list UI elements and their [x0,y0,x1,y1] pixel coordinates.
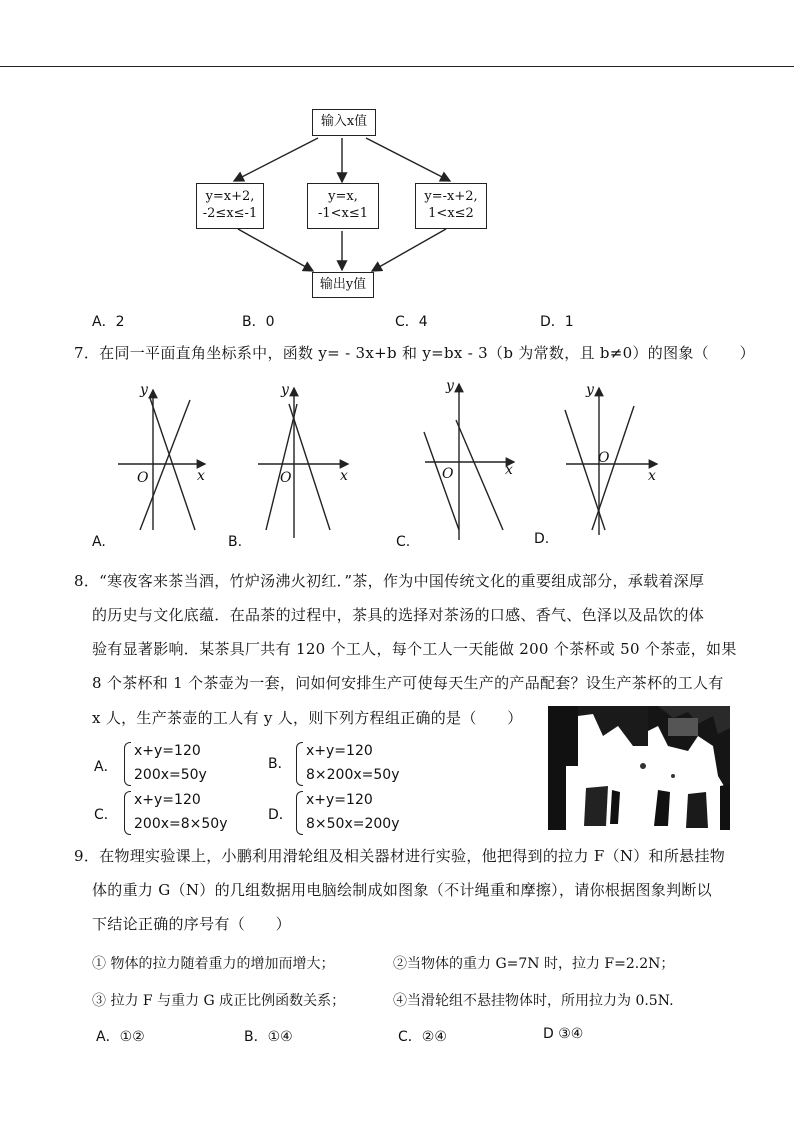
graph-a-line-2 [140,400,190,530]
arrow-to-right [366,138,450,181]
right-branch-box [415,183,487,229]
graph-c-line-2 [456,420,503,530]
graph-a-y-label: y [140,382,148,398]
q8-option-a-label[interactable]: A． [94,759,118,775]
graph-b-line-2 [289,404,330,530]
q8-option-a-system [124,740,234,788]
q8-line-5: x 人，生产茶壶的工人有 y 人，则下列方程组正确的是（ ） [92,709,523,727]
q7-option-b[interactable]: B. [228,534,243,550]
q9-option-b[interactable]: B．①④ [244,1029,293,1045]
q9-line-3: 下结论正确的序号有（ ） [92,915,291,933]
q9-line-2: 体的重力 G（N）的几组数据用电脑绘制成如图象（不计绳重和摩擦），请你根据图象判断以 [92,881,712,899]
q9-statement-3: ③ 拉力 F 与重力 G 成正比例函数关系； [92,993,346,1009]
graph-d-y-label: y [586,382,594,398]
graph-b-origin: O [280,470,292,486]
graph-b-y-label: y [281,382,289,398]
q7-option-c[interactable]: C. [396,534,411,550]
q9-statement-4: ④当滑轮组不悬挂物体时，所用拉力为 0.5N. [393,993,674,1009]
left-branch-box [196,183,264,229]
q9-option-a[interactable]: A．①② [96,1029,145,1045]
q8-option-b-brace [296,742,303,786]
q8-option-b-label[interactable]: B． [268,756,292,772]
graph-b-x-label: x [340,468,348,484]
arrow-left-to-output [238,229,313,271]
arrow-to-left [234,138,318,181]
q9-line-1: 9．在物理实验课上，小鹏利用滑轮组及相关器材进行实验，他把得到的拉力 F（N）和所悬挂物 [74,847,726,865]
q8-option-b-eq1: x+y=120 [306,743,373,759]
q8-option-b-system [296,740,416,788]
mid-branch-box [307,183,379,229]
q8-line-1: 8．“寒夜客来茶当酒，竹炉汤沸火初红．”茶，作为中国传统文化的重要组成部分，承载着深厚 [74,572,705,590]
q8-option-d-label[interactable]: D． [268,807,293,823]
arrow-right-to-output [372,229,446,271]
graph-c-origin: O [442,466,454,482]
q8-line-4: 8 个茶杯和 1 个茶壶为一套，问如何安排生产可使每天生产的产品配套？设生产茶杯的工人有 [92,674,724,692]
q7-stem: 7．在同一平面直角坐标系中，函数 y= - 3x+b 和 y=bx - 3（b 为常数，且 b≠0）的图象（ ） [74,344,755,362]
q7-graphs [0,370,794,550]
q8-line-3: 验有显著影响．某茶具厂共有 120 个工人，每个工人一天能做 200 个茶杯或 50 个茶壶，如果 [92,640,737,658]
mid-branch-formula: y=x, [328,189,358,204]
right-branch-formula: y=-x+2, [424,189,478,204]
q6-option-b[interactable]: B．0 [242,314,275,330]
output-box: 输出y值 [312,272,374,298]
q8-option-a-eq1: x+y=120 [134,743,201,759]
q6-option-a[interactable]: A．2 [92,314,125,330]
left-branch-range: -2≤x≤-1 [202,206,258,221]
q8-option-a-eq2: 200x=50y [134,767,207,783]
graph-d-x-label: x [648,468,656,484]
graph-c-y-label: y [446,378,454,394]
q9-statement-1: ① 物体的拉力随着重力的增加而增大； [92,956,335,972]
graph-a-x-label: x [197,468,205,484]
graph-a-origin: O [137,470,149,486]
graph-c-x-label: x [505,462,513,478]
left-branch-formula: y=x+2, [205,189,255,204]
q7-option-a[interactable]: A. [92,534,106,550]
q9-option-c[interactable]: C．②④ [398,1029,447,1045]
q9-option-d[interactable]: D ③④ [543,1026,584,1042]
right-branch-range: 1<x≤2 [428,206,474,221]
flowchart-arrows [0,0,794,310]
q7-option-d[interactable]: D. [534,531,550,547]
input-box: 输入x值 [312,109,376,136]
q8-option-c-eq1: x+y=120 [134,792,201,808]
q8-option-d-eq1: x+y=120 [306,792,373,808]
q8-option-d-brace [296,791,303,835]
q8-line-2: 的历史与文化底蕴．在品茶的过程中，茶具的选择对茶汤的口感、香气、色泽以及品饮的体 [92,606,705,624]
q8-option-a-brace [124,742,131,786]
q8-option-c-eq2: 200x=8×50y [134,816,228,832]
q6-option-c[interactable]: C．4 [395,314,428,330]
q8-option-d-system [296,789,416,837]
q8-option-c-label[interactable]: C． [94,807,118,823]
graph-b-line-1 [266,404,297,530]
q8-option-c-brace [124,791,131,835]
q8-option-c-system [124,789,244,837]
q9-statement-2: ②当物体的重力 G=7N 时，拉力 F=2.2N； [393,956,675,972]
tea-set-photo [548,706,730,830]
q6-option-d[interactable]: D．1 [540,314,574,330]
q8-option-d-eq2: 8×50x=200y [306,816,400,832]
mid-branch-range: -1<x≤1 [317,206,369,221]
graph-d-origin: O [598,450,610,466]
q8-option-b-eq2: 8×200x=50y [306,767,400,783]
